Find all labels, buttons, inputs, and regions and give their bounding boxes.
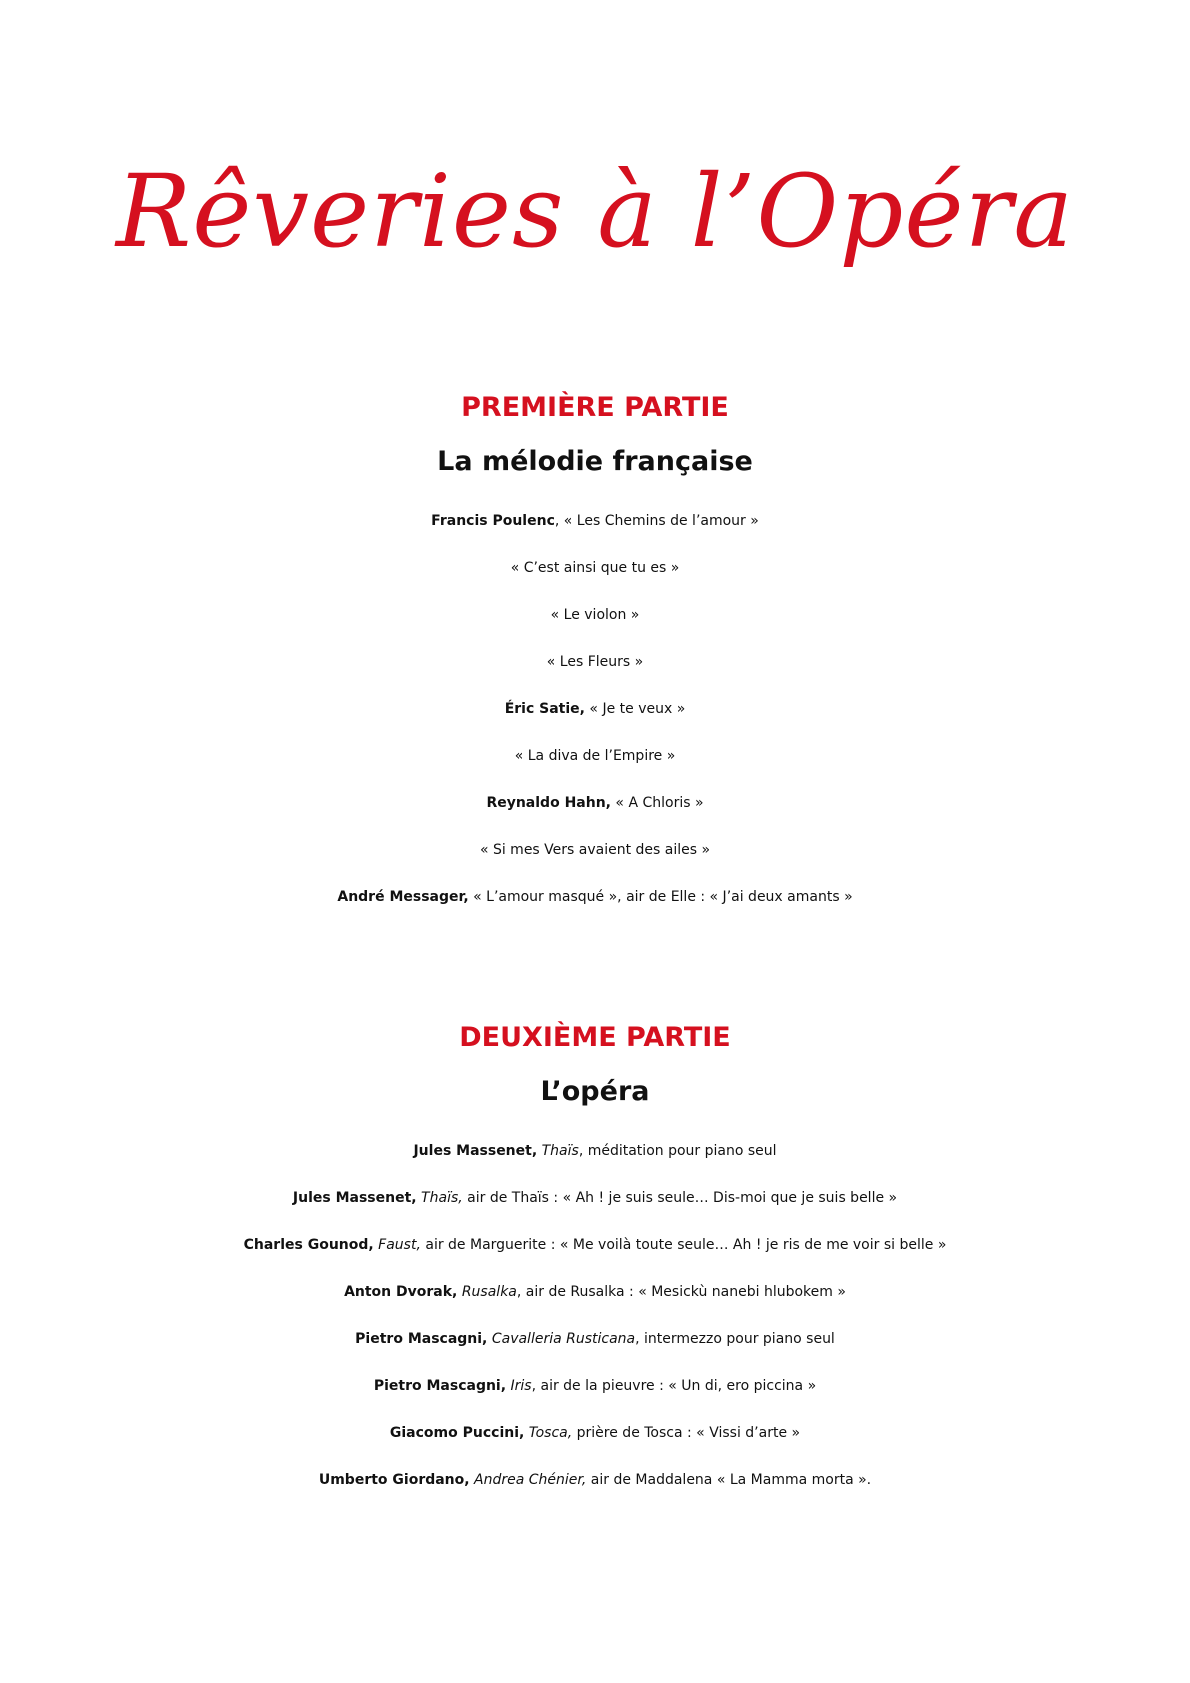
program-item xyxy=(0,1269,1190,1316)
program-item xyxy=(0,780,1190,827)
piece-details: « C’est ainsi que tu es » xyxy=(510,560,680,576)
piece-details: , intermezzo pour piano seul xyxy=(635,1331,835,1347)
work-title: Andrea Chénier, xyxy=(469,1472,587,1488)
program-item xyxy=(0,1410,1190,1457)
composer-name: Anton Dvorak, xyxy=(344,1284,458,1300)
part-one-heading: PREMIÈRE PARTIE xyxy=(461,392,729,423)
composer-name: Pietro Mascagni, xyxy=(355,1331,488,1347)
composer-name: Charles Gounod, xyxy=(243,1237,374,1253)
program-item xyxy=(0,733,1190,780)
program-item xyxy=(0,874,1190,921)
piece-details: air de Thaïs : « Ah ! je suis seule… Dis-moi que je suis belle » xyxy=(462,1190,898,1206)
piece-details: , méditation pour piano seul xyxy=(578,1143,777,1159)
program-item xyxy=(0,545,1190,592)
work-title: Faust, xyxy=(373,1237,421,1253)
work-title: Thaïs, xyxy=(416,1190,463,1206)
program-item xyxy=(0,592,1190,639)
piece-details: « La diva de l’Empire » xyxy=(514,748,676,764)
composer-name: Umberto Giordano, xyxy=(318,1472,470,1488)
work-title: Rusalka xyxy=(457,1284,517,1300)
piece-details: « Si mes Vers avaient des ailes » xyxy=(479,842,711,858)
part-one-subtitle: La mélodie française xyxy=(437,446,753,477)
composer-name: Jules Massenet, xyxy=(413,1143,538,1159)
program-item xyxy=(0,1128,1190,1175)
piece-details: air de Marguerite : « Me voilà toute seule… Ah ! je ris de me voir si belle » xyxy=(420,1237,947,1253)
work-title: Tosca, xyxy=(524,1425,573,1441)
work-title: Iris xyxy=(506,1378,532,1394)
program-item xyxy=(0,1175,1190,1222)
piece-details: air de Maddalena « La Mamma morta ». xyxy=(586,1472,872,1488)
piece-details: « A Chloris » xyxy=(610,795,704,811)
composer-name: Pietro Mascagni, xyxy=(373,1378,507,1394)
composer-name: Jules Massenet, xyxy=(292,1190,417,1206)
part-two-heading: DEUXIÈME PARTIE xyxy=(459,1022,731,1053)
program-item xyxy=(0,639,1190,686)
part-two-section xyxy=(0,1018,1190,1504)
program-item xyxy=(0,1363,1190,1410)
composer-name: Reynaldo Hahn, xyxy=(486,795,611,811)
part-two-subtitle: L’opéra xyxy=(540,1076,650,1107)
part-one-list xyxy=(0,498,1190,921)
part-two-list xyxy=(0,1128,1190,1504)
program-title: Rêveries à l’Opéra xyxy=(116,153,1074,270)
program-item xyxy=(0,1222,1190,1269)
piece-details: , air de Rusalka : « Mesickù nanebi hlubokem » xyxy=(516,1284,846,1300)
composer-name: Éric Satie, xyxy=(504,701,585,717)
composer-name: Giacomo Puccini, xyxy=(389,1425,525,1441)
composer-name: André Messager, xyxy=(337,889,469,905)
work-title: Thaïs xyxy=(537,1143,579,1159)
piece-details: , « Les Chemins de l’amour » xyxy=(554,513,759,529)
program-item xyxy=(0,1457,1190,1504)
piece-details: « Je te veux » xyxy=(584,701,686,717)
work-title: Cavalleria Rusticana xyxy=(487,1331,636,1347)
program-item xyxy=(0,686,1190,733)
piece-details: « Les Fleurs » xyxy=(546,654,644,670)
piece-details: « Le violon » xyxy=(550,607,640,623)
part-one-section xyxy=(0,388,1190,921)
piece-details: prière de Tosca : « Vissi d’arte » xyxy=(572,1425,801,1441)
piece-details: , air de la pieuvre : « Un di, ero piccina » xyxy=(531,1378,817,1394)
composer-name: Francis Poulenc xyxy=(431,513,555,529)
program-item xyxy=(0,827,1190,874)
program-item xyxy=(0,498,1190,545)
program-item xyxy=(0,1316,1190,1363)
piece-details: « L’amour masqué », air de Elle : « J’ai deux amants » xyxy=(468,889,853,905)
